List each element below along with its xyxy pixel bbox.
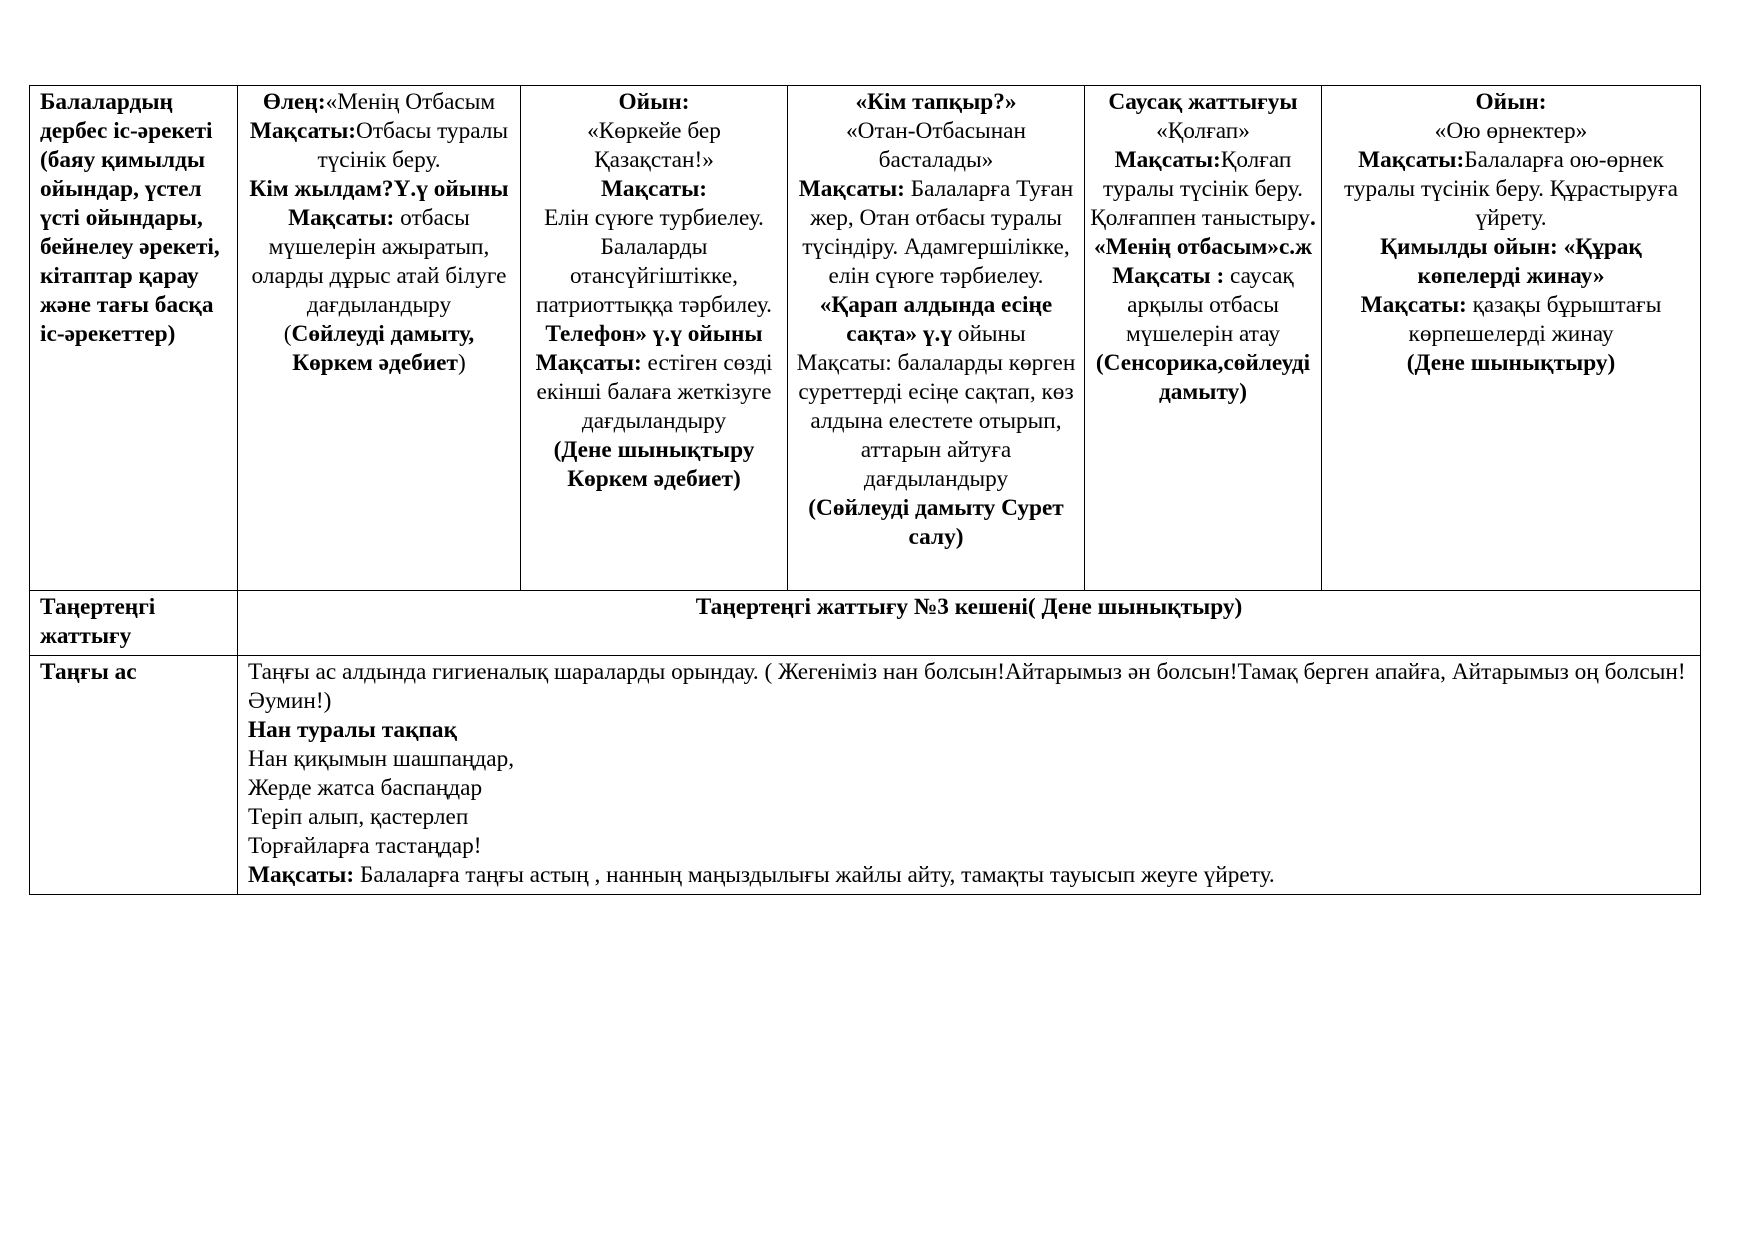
goal-label: Мақсаты: [288, 205, 395, 231]
goal-label: Мақсаты: [535, 350, 642, 376]
goal-label: Мақсаты : [1112, 263, 1225, 289]
poem-line: Жерде жатса баспаңдар [248, 775, 483, 801]
game-title: Телефон» ү.ү ойыны [545, 321, 763, 347]
morning-exercise-text: Таңертеңгі жаттығу №3 кешені( Дене шынықтыру) [238, 591, 1701, 656]
period: . [1309, 205, 1316, 231]
morning-exercise-row [30, 591, 1701, 656]
integration-text: (Сөйлеуді дамыту Сурет салу) [808, 495, 1064, 550]
goal-text: саусақ арқылы отбасы мүшелерін атау [1125, 263, 1294, 347]
goal-label: Мақсаты: [600, 176, 708, 202]
poem-line: Нан қиқымын шашпаңдар, [248, 746, 515, 772]
activities-row-label: Балалардың дербес іс-әрекеті (баяу қимылды ойындар, үстел үсті ойындары, бейнелеу әрекеті, кітаптар қарау және тағы басқа іс-әрекеттер) [30, 86, 238, 591]
daily-plan-table [29, 85, 1701, 895]
goal-text: Қолғаппен таныстыру [1090, 205, 1310, 231]
activity-cell-kazakhstan [521, 86, 788, 591]
goal-text: Балаларға таңғы астың , нанның маңыздылығы жайлы айту, тамақты тауысып жеуге үйрету. [354, 862, 1275, 888]
goal-label: Мақсаты: [1360, 292, 1467, 318]
activity-cell-finger-exercise [1085, 86, 1322, 591]
integration-text: Сөйлеуді дамыту, Көркем әдебиет [291, 321, 475, 376]
goal-text: Мақсаты: балаларды көрген суреттерді есіңе сақтап, көз алдына елестете отырып, аттарын айтуға дағдыландыру [796, 350, 1076, 492]
goal-label: Мақсаты: [1358, 147, 1465, 173]
breakfast-label: Таңғы ас [30, 656, 238, 895]
poem-title-label: Өлең: [262, 89, 326, 115]
goal-text: Балаларға ою-өрнек туралы түсінік беру. Құрастыруға үйрету. [1344, 147, 1678, 231]
game-title: «Көркейе бер Қазақстан!» [587, 118, 721, 173]
goal-label: Мақсаты: [249, 118, 357, 144]
exercise-title: Саусақ жаттығуы [1108, 89, 1298, 115]
exercise-subtitle: «Қолғап» [1156, 118, 1250, 144]
game-title: «Қарап алдында есіңе сақта» ү.ү [819, 292, 1053, 347]
goal-text: Елін сүюге турбиелеу. Балаларды отансүйгіштікке, патриоттыққа тәрбилеу. [536, 205, 772, 318]
game-label: Ойын: [618, 89, 690, 115]
integration-text: (Сенсорика,сөйлеуді дамыту) [1095, 350, 1311, 405]
goal-text: естіген сөзді екінші балаға жеткізуге дағдыландыру [536, 350, 773, 434]
activity-cell-kim-tapqyr [788, 86, 1085, 591]
integration-text: (Дене шынықтыру Көркем әдебиет) [553, 437, 755, 492]
game-label: Ойын: [1475, 89, 1547, 115]
activities-row [30, 86, 1701, 591]
game-title: «Кім тапқыр?» [855, 89, 1017, 115]
poem-title: «Менің Отбасым [325, 89, 496, 115]
breakfast-content [238, 656, 1701, 895]
goal-text: қазақы бұрыштағы көрпешелерді жинау [1408, 292, 1662, 347]
goal-label: Мақсаты: [798, 176, 905, 202]
activity-cell-ornaments [1322, 86, 1701, 591]
poem-title: Нан туралы тақпақ [248, 717, 457, 743]
game-subtitle: «Отан-Отбасынан басталады» [846, 118, 1026, 173]
goal-label: Мақсаты: [248, 862, 355, 888]
integration-text: (Дене шынықтыру) [1406, 350, 1616, 376]
morning-exercise-label: Таңертеңгі жаттығу [30, 591, 238, 656]
goal-text: отбасы мүшелерін ажыратып, оларды дұрыс атай білуге дағдыландыру [251, 205, 507, 318]
goal-label: Мақсаты: [1114, 147, 1221, 173]
paren-open: ( [283, 321, 292, 347]
goal-text: Отбасы туралы түсінік беру. [317, 118, 509, 173]
goal-text: Қолғап туралы түсінік беру. [1103, 147, 1303, 202]
game-title: «Менің отбасым»с.ж [1094, 234, 1312, 260]
poem-line: Теріп алып, қастерлеп [248, 804, 469, 830]
activity-cell-poem [238, 86, 521, 591]
breakfast-row [30, 656, 1701, 895]
game-title: Кім жылдам?Ү.ү ойыны [249, 176, 509, 202]
paren-close: ) [457, 350, 466, 376]
game-title: Қимылды ойын: «Құрақ көпелерді жинау» [1380, 234, 1642, 289]
goal-text: Балаларға Туған жер, Отан отбасы туралы түсіндіру. Адамгершілікке, елін сүюге тәрбиелеу. [802, 176, 1074, 289]
game-suffix: ойыны [951, 321, 1026, 347]
game-title: «Ою өрнектер» [1434, 118, 1588, 144]
poem-line: Торғайларға тастаңдар! [248, 833, 482, 859]
breakfast-intro: Таңғы ас алдында гигиеналық шараларды орындау. ( Жегеніміз нан болсын!Айтарымыз ән болсын!Тамақ берген апайға, Айтарымыз оң болсын! Әумин!) [248, 659, 1686, 714]
